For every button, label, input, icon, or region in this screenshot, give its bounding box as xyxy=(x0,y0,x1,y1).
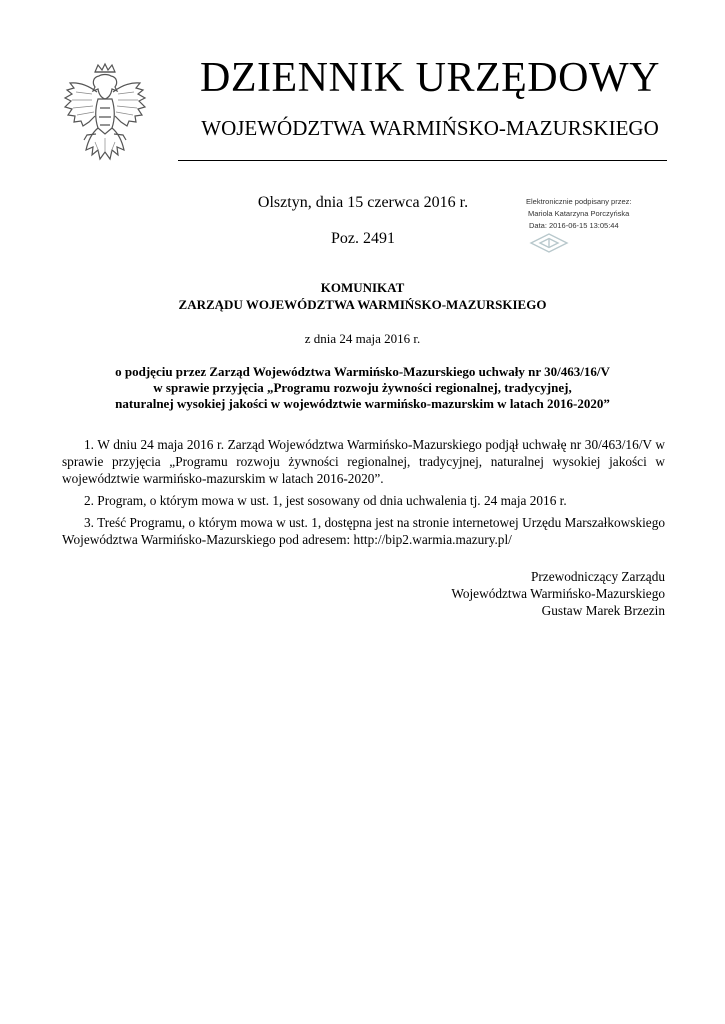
journal-title: DZIENNIK URZĘDOWY xyxy=(200,55,660,101)
place-date: Olsztyn, dnia 15 czerwca 2016 r. xyxy=(257,194,469,211)
document-date: z dnia 24 maja 2016 r. xyxy=(304,331,421,346)
paragraph-3: 3. Treść Programu, o którym mowa w ust. 1, dostępna jest na stronie internetowej Urzędu Marszałkowskiego Województwa Warmińsko-Mazurskiego pod adresem: http://bip2.warmia.mazury.pl/ xyxy=(62,515,665,547)
header-divider xyxy=(178,160,667,161)
signature-block xyxy=(451,568,665,619)
electronic-signature-stamp xyxy=(526,196,676,258)
signature-stamp-label: Elektronicznie podpisany przez: xyxy=(526,197,632,206)
signatory-name: Gustaw Marek Brzezin xyxy=(541,603,665,618)
document-body xyxy=(62,436,665,553)
document-subject-line: o podjęciu przez Zarząd Województwa Warmińsko-Mazurskiego uchwały nr 30/463/16/V xyxy=(115,364,610,379)
signatory-office: Województwa Warmińsko-Mazurskiego xyxy=(451,586,665,601)
paragraph-1: 1. W dniu 24 maja 2016 r. Zarząd Województwa Warmińsko-Mazurskiego podjął uchwałę nr 30/463/16/V w sprawie przyjęcia „Programu rozwoju żywności regionalnej, tradycyjnej, naturalnej wysokiej jakości w województwie warmińsko-mazurskim w latach 2016-2020”. xyxy=(62,437,665,486)
signatory-role: Przewodniczący Zarządu xyxy=(530,569,665,584)
eagle-emblem-icon xyxy=(62,62,148,166)
signature-stamp-signer: Mariola Katarzyna Porczyńska xyxy=(528,209,630,218)
signature-seal-icon xyxy=(528,232,570,254)
position-number: Poz. 2491 xyxy=(331,230,395,247)
journal-subtitle: WOJEWÓDZTWA WARMIŃSKO-MAZURSKIEGO xyxy=(201,116,659,140)
paragraph-2: 2. Program, o którym mowa w ust. 1, jest sosowany od dnia uchwalenia tj. 24 maja 2016 r. xyxy=(84,493,567,508)
signature-stamp-date: Data: 2016-06-15 13:05:44 xyxy=(529,221,619,230)
document-issuer: ZARZĄDU WOJEWÓDZTWA WARMIŃSKO-MAZURSKIEGO xyxy=(178,297,547,312)
document-subject-line: naturalnej wysokiej jakości w województwie warmińsko-mazurskim w latach 2016-2020” xyxy=(115,396,610,411)
document-subject-line: w sprawie przyjęcia „Programu rozwoju żywności regionalnej, tradycyjnej, xyxy=(153,380,572,395)
document-type: KOMUNIKAT xyxy=(320,280,405,295)
